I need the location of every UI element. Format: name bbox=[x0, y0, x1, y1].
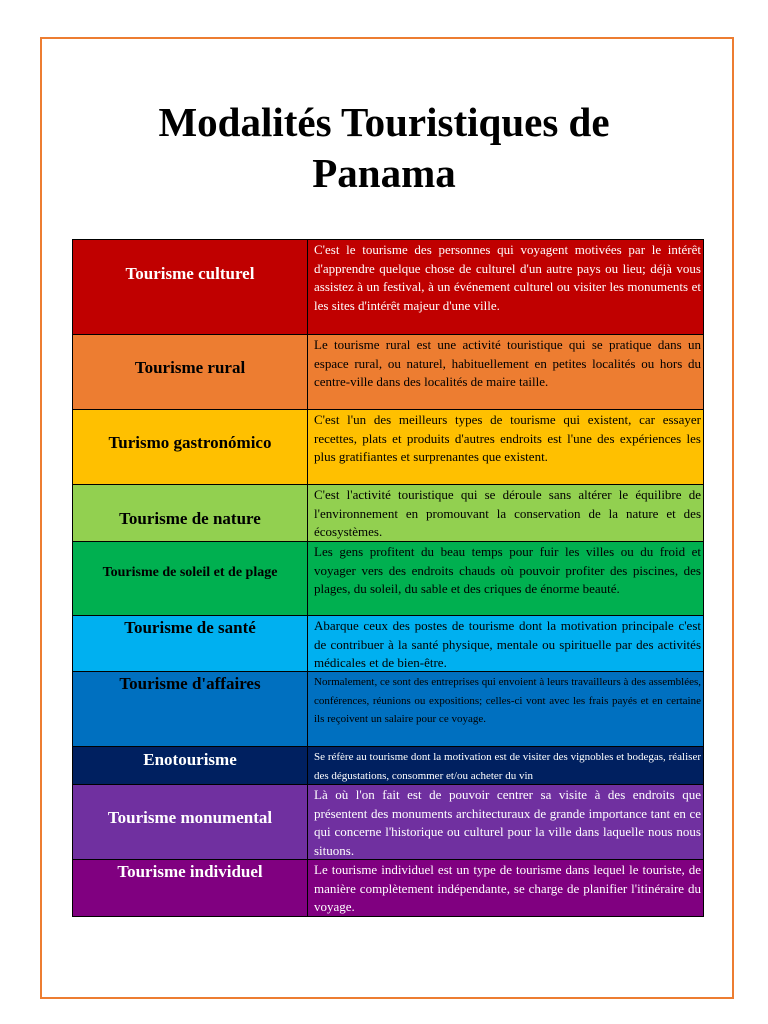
tourism-type-name: Tourisme rural bbox=[73, 335, 308, 409]
tourism-table bbox=[72, 239, 704, 917]
tourism-type-description: Se réfère au tourisme dont la motivation est de visiter des vignobles et bodegas, réaliser des dégustations, consommer et/ou acheter du vin bbox=[314, 751, 701, 782]
tourism-type-name: Tourisme de nature bbox=[73, 485, 308, 541]
tourism-type-name: Tourisme de soleil et de plage bbox=[73, 542, 308, 615]
table-row bbox=[73, 672, 703, 747]
table-row bbox=[73, 240, 703, 335]
table-row bbox=[73, 616, 703, 672]
tourism-type-name: Tourisme de santé bbox=[73, 616, 308, 671]
tourism-type-description: Normalement, ce sont des entreprises qui envoient à leurs travailleurs à des assemblées, conférences, réunions ou expositions; celles-ci vont avec les frais payés et en certaine ils reçoivent un salaire pour ce voyage. bbox=[314, 676, 701, 725]
tourism-type-description: Le tourisme rural est une activité touristique qui se pratique dans un espace rural, ou naturel, habituellement en petites localités ou hors du centre-ville dans des localités de maire taille. bbox=[314, 337, 701, 389]
tourism-type-description: Là où l'on fait est de pouvoir centrer sa visite à des endroits que présentent des monuments architecturaux de grande importance tant en ce qui concerne l'historique ou culturel pour la ville dans laquelle nous nous situons. bbox=[314, 787, 701, 858]
table-row bbox=[73, 542, 703, 616]
tourism-type-name: Tourisme monumental bbox=[73, 785, 308, 859]
table-row bbox=[73, 410, 703, 485]
tourism-type-description: Le tourisme individuel est un type de tourisme dans lequel le touriste, de manière complètement indépendante, se charge de planifier l'itinéraire du voyage. bbox=[314, 862, 701, 914]
table-row bbox=[73, 860, 703, 916]
tourism-type-name: Turismo gastronómico bbox=[73, 410, 308, 484]
page-title bbox=[0, 97, 768, 199]
tourism-type-name: Tourisme individuel bbox=[73, 860, 308, 916]
table-row bbox=[73, 785, 703, 860]
tourism-type-name: Tourisme d'affaires bbox=[73, 672, 308, 746]
title-line-2: Panama bbox=[312, 150, 456, 196]
title-line-1: Modalités Touristiques de bbox=[158, 99, 610, 145]
tourism-type-description: C'est l'un des meilleurs types de tourisme qui existent, car essayer recettes, plats et produits d'autres endroits est l'une des expériences les plus gratifiantes et surprenantes que existent. bbox=[314, 412, 701, 464]
tourism-type-description: C'est l'activité touristique qui se déroule sans altérer le équilibre de l'environnement en promouvant la conservation de la nature et des écosystèmes. bbox=[314, 487, 701, 539]
tourism-type-description: Abarque ceux des postes de tourisme dont la motivation principale c'est de contribuer à la santé physique, mentale ou spirituelle par des activités médicales et de bien-être. bbox=[314, 618, 701, 670]
table-row bbox=[73, 747, 703, 785]
table-row bbox=[73, 335, 703, 410]
tourism-type-name: Tourisme culturel bbox=[73, 240, 308, 334]
tourism-type-description: C'est le tourisme des personnes qui voyagent motivées par le intérêt d'apprendre quelque chose de culturel d'un autre pays ou lieu; déjà vous assistez à un festival, à un événement culturel ou visiter les monuments et les sites d'intérêt majeur d'une ville. bbox=[314, 242, 701, 313]
tourism-type-name: Enotourisme bbox=[73, 747, 308, 784]
tourism-type-description: Les gens profitent du beau temps pour fuir les villes ou du froid et voyager vers des endroits chauds où pouvoir profiter des piscines, des plages, du soleil, du sable et des criques de énorme beauté. bbox=[314, 544, 701, 596]
table-row bbox=[73, 485, 703, 542]
